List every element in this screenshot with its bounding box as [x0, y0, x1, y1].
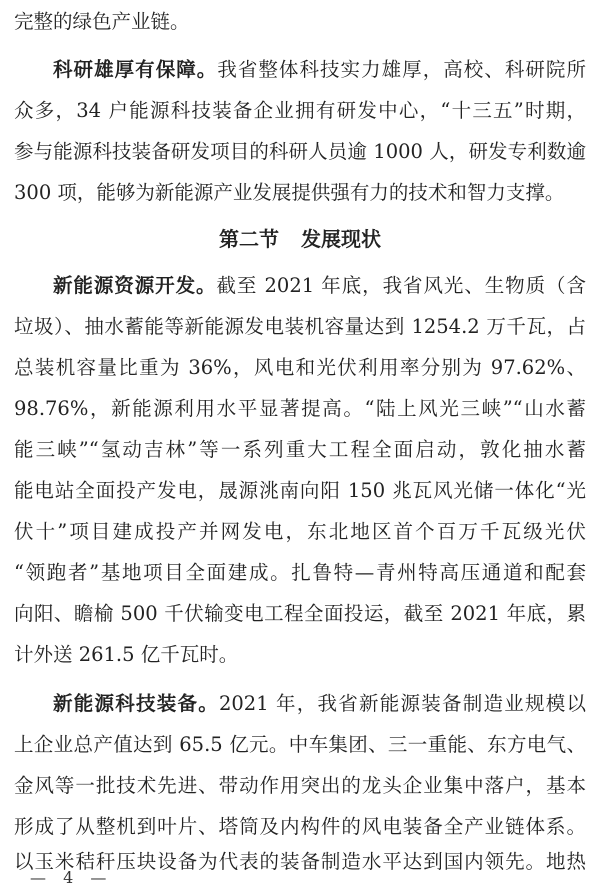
- paragraph-line: 300 项，能够为新能源产业发展提供强有力的技术和智力支撑。: [14, 181, 565, 204]
- paragraph-line: 众多，34 户能源科技装备企业拥有研发中心，“十三五”时期，: [14, 99, 586, 122]
- paragraph-line: 上企业总产值达到 65.5 亿元。中车集团、三一重能、东方电气、: [14, 733, 586, 756]
- section-title: 发展现状: [301, 227, 381, 251]
- paragraph-line: 伏十”项目建成投产并网发电，东北地区首个百万千瓦级光伏: [14, 520, 586, 543]
- paragraph-lead: 新能源资源开发。: [53, 274, 217, 297]
- paragraph-text: 2021 年，我省新能源装备制造业规模以: [218, 692, 586, 715]
- paragraph-line: 向阳、瞻榆 500 千伏输变电工程全面投运，截至 2021 年底，累: [14, 602, 586, 625]
- paragraph-text: 截至 2021 年底，我省风光、生物质（含: [216, 274, 586, 297]
- paragraph-text: 我省整体科技实力雄厚，高校、科研院所: [217, 58, 586, 81]
- section-heading: [0, 225, 600, 253]
- paragraph-first-line: [53, 272, 586, 300]
- paragraph-line: 参与能源科技装备研发项目的科研人员逾 1000 人，研发专利数逾: [14, 140, 586, 163]
- paragraph-line: 金风等一批技术先进、带动作用突出的龙头企业集中落户，基本: [14, 774, 586, 797]
- paragraph-lead: 科研雄厚有保障。: [53, 58, 218, 81]
- paragraph-line: 垃圾）、抽水蓄能等新能源发电装机容量达到 1254.2 万千瓦，占: [14, 315, 586, 338]
- paragraph-line: 形成了从整机到叶片、塔筒及内构件的风电装备全产业链体系。: [14, 815, 586, 838]
- paragraph-line: 以玉米秸秆压块设备为代表的装备制造水平达到国内领先。地热: [14, 850, 586, 873]
- paragraph-line: 总装机容量比重为 36%，风电和光伏利用率分别为 97.62%、: [14, 356, 586, 379]
- paragraph-first-line: [53, 690, 586, 718]
- paragraph-line: 能电站全面投产发电，晟源洮南向阳 150 兆瓦风光储一体化“光: [14, 479, 586, 502]
- paragraph-line: “领跑者”基地项目全面建成。扎鲁特—青州特高压通道和配套: [14, 561, 586, 584]
- paragraph-line: 计外送 261.5 亿千瓦时。: [14, 643, 239, 666]
- paragraph-line: 能三峡”“氢动吉林”等一系列重大工程全面启动，敦化抽水蓄: [14, 438, 586, 461]
- paragraph-lead: 新能源科技装备。: [53, 692, 219, 715]
- page-number: — 4 —: [30, 868, 113, 887]
- paragraph-line: 98.76%，新能源利用水平显著提高。“陆上风光三峡”“山水蓄: [14, 397, 586, 420]
- paragraph-first-line: [53, 56, 586, 84]
- section-number: 第二节: [219, 227, 279, 251]
- paragraph-line: 完整的绿色产业链。: [14, 10, 190, 33]
